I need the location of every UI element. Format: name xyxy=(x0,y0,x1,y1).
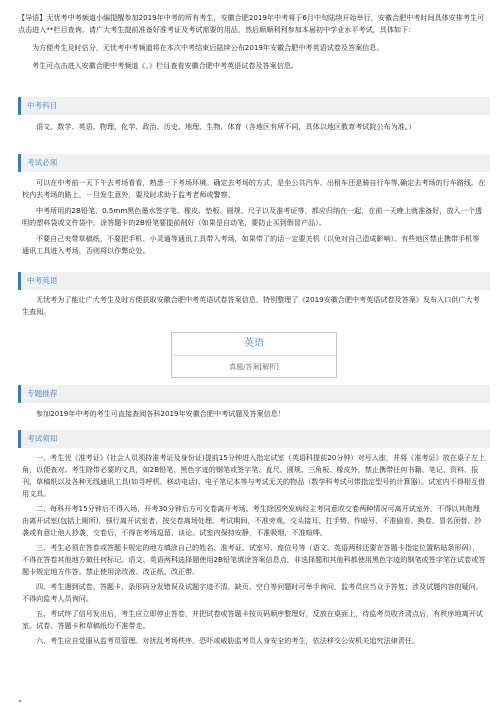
section-required xyxy=(18,154,490,257)
section-heading: 考试须知 xyxy=(18,430,490,448)
section-paragraph: 参加2019年中考的考生可直接查阅各科2019年安徽合肥中考试题及答案信息！ xyxy=(36,409,285,418)
section-paragraph: 二、每科开考15分钟后不得入场，开考30分钟后方可交卷离开考场。考生除因突发病经主考同意或交卷两种情况可离开试室外，不得以其他理由离开试室(包括上厕所)，强行离开试室者，按交卷离场处理。考试期间，不准旁观、交头接耳、打手势、作暗号、不准偷看、换卷、冒名顶替、抄袭或有意让他人抄袭，交卷后，不得在考场逗留、谈论。试室内保持安静，不准吸烟，不准喧哗。 xyxy=(22,504,482,537)
section-paragraph: 可以在中考前一天下午去考场看看，熟悉一下考场环境。确定去考场的方式，是坐公共汽车、出租车还是骑自行车等,确定去考场的行车路线。在校内去考场的路上，一旦发生意外，要及时求助于监考老师或警察。 xyxy=(22,178,486,199)
section-paragraph: 四、考生遇到试卷、答题卡、条形码分发错误及试题字迹不清、缺页、空白等问题时可举手询问，监考员应当众予答复；涉及试题内容的疑问，不得向监考人员询问。 xyxy=(22,582,483,603)
section-recommend xyxy=(18,385,490,420)
section-notice xyxy=(18,430,490,647)
section-english xyxy=(18,272,490,318)
section-heading: 考试必须 xyxy=(18,154,490,172)
section-paragraph: 六、考生应自觉服从监考员管理。对扰乱考场秩序、恐吓或威胁监考员人身安全的考生，依法移交公安机关追究法律责任。 xyxy=(36,636,420,645)
intro-block xyxy=(18,12,488,72)
section-subjects xyxy=(18,97,490,133)
section-paragraph: 不要自己夹带草稿纸，不要把手机、小灵通等通讯工具带入考场，如果带了的话一定要关机（以免对自己造成影响）。有些地区禁止携带手机等通讯工具进入考场，否则将以作弊论处。 xyxy=(22,234,480,255)
page-tail-mark: " xyxy=(18,699,22,708)
section-heading: 中考英语 xyxy=(18,272,490,290)
section-paragraph: 无忧考为了能让广大考生及时方便获取安徽合肥中考英语试卷答案信息，特别整理了《2019安徽合肥中考英语试卷及答案》发布入口供广大考生查阅。 xyxy=(22,295,480,316)
section-paragraph: 一、考生凭《准考证》(社会人员须持准考证及身份证)提前15分钟进入指定试室（英语科提前20分钟）对号入座，并将《准考证》放在桌子左上角，以便查对。考生除带必要的文具，如2B铅笔、黑色字迹的钢笔或签字笔、直尺、圆规、三角板、橡皮外，禁止携带任何书籍、笔记、资料、报刊、草稿纸以及各种无线通讯工具(如寻呼机、移动电话)、电子笔记本等与考试无关的物品（数学科考试可带指定型号的计算器）。试室内不得相互借用文具。 xyxy=(22,453,486,498)
section-paragraph: 三、考生必须在答卷或答题卡规定的地方填涂自己的姓名、准考证、试室号、座位号等（语文、英语两科还要在答题卡指定位置粘贴条形码），不得在答卷其他地方做任何标记。语文、英语两科选择题使用2B铅笔填涂答案信息点，非选择题和其他科都使用黑色字迹的钢笔或签字笔在试卷或答题卡规定地方作答。禁止使用涂改液、改正纸、改正带。 xyxy=(22,543,486,576)
english-link-subtitle[interactable]: 真题/答案[解析] xyxy=(229,363,279,371)
english-answer-link-box[interactable] xyxy=(171,332,337,378)
section-paragraph: 中考所用的2B铅笔、0.5mm黑色墨水签字笔、橡皮、垫板、圆规、尺子以及准考证等，都应归纳在一起，在前一天晚上就准备好，放入一个透明的塑料袋或文件袋中。涂答题卡的2B铅笔要提前削好（如果是自动笔，要防止买到假冒产品）。 xyxy=(22,206,482,227)
section-paragraph: 五、考试终了信号发出后，考生应立即停止答卷，并把试卷或答题卡按页码顺序整理好，反放在桌面上，待监考员收齐清点后，有秩序地离开试室。试卷、答题卡和草稿纸均不准带走。 xyxy=(22,609,483,630)
section-heading: 专题推荐 xyxy=(18,385,490,403)
intro-paragraph: 为方便考生及时估分，无忧考中考频道将在本次中考结束后陆续公布2019年安徽合肥中考英语试卷及答案信息。 xyxy=(32,43,384,52)
section-heading: 中考科目 xyxy=(18,97,490,115)
section-paragraph: 语文、数学、英语、物理、化学、政治、历史、地理、生物、体育（各地区有所不同，具体以地区教育考试院公布为准。） xyxy=(36,122,416,131)
english-link-title[interactable]: 英语 xyxy=(172,333,336,356)
intro-lead: 【导语】无忧考中考频道小编提醒参加2019年中考的所有考生，安徽合肥2019年中考将于6月中旬陆续开始举行，安徽合肥中考时间具体安排考生可点击进入**栏目查询。请广大考生提前准备好准考证及考试需要的用品，然后顺顺利利参加本届初中学业水平考试，具体如下： xyxy=(18,13,485,34)
intro-paragraph: 考生可点击进入安徽合肥中考频道《、》栏目查看安徽合肥中考英语试卷及答案信息。 xyxy=(32,61,299,70)
